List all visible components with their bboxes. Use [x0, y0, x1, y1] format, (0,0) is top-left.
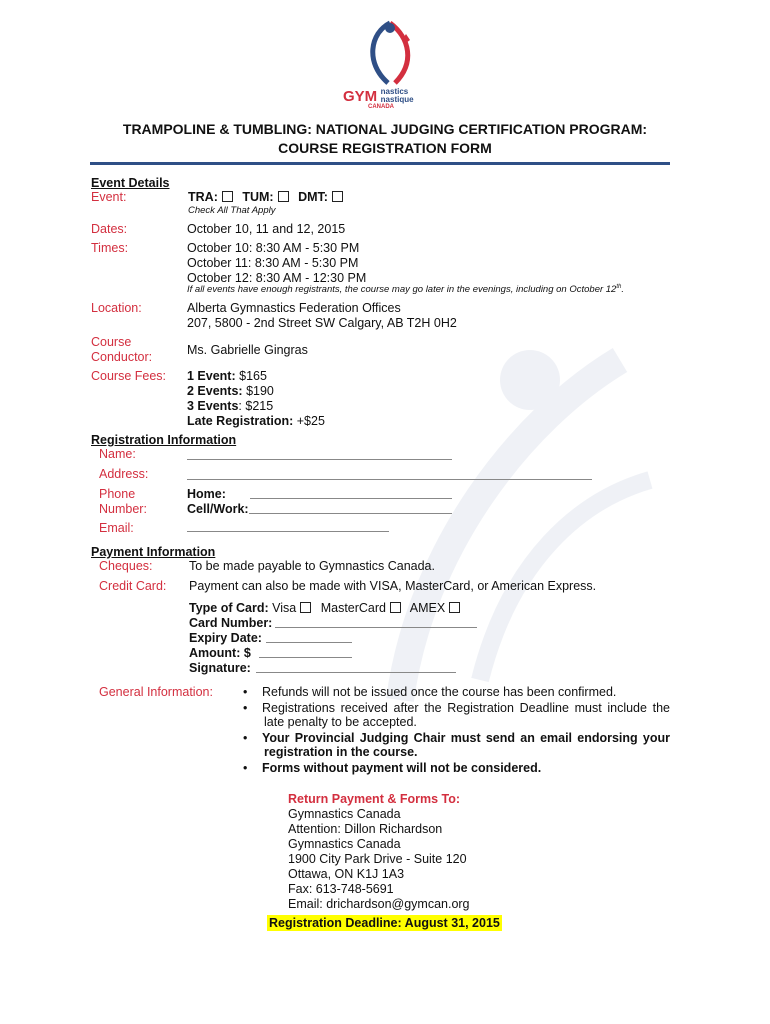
amount-field[interactable] [259, 646, 352, 658]
general-item-2: Registrations received after the Registration Deadline must include the [262, 701, 670, 715]
times-line-2: October 11: 8:30 AM - 5:30 PM [187, 256, 359, 270]
cheques-value: To be made payable to Gymnastics Canada. [189, 559, 435, 573]
fees-list [187, 369, 325, 429]
tra-checkbox[interactable] [222, 191, 233, 202]
bullet: • [243, 761, 248, 775]
card-number-label: Card Number: [189, 616, 273, 630]
credit-value: Payment can also be made with VISA, MasterCard, or American Express. [189, 579, 597, 593]
location-line-2: 207, 5800 - 2nd Street SW Calgary, AB T2H 0H2 [187, 316, 457, 330]
times-note-sup: th [616, 284, 622, 290]
return-line: 1900 City Park Drive - Suite 120 [288, 852, 467, 866]
visa-label: Visa [272, 601, 297, 615]
expiry-label: Expiry Date: [189, 631, 262, 645]
event-label: Event: [91, 190, 127, 204]
return-line: Fax: 613-748-5691 [288, 882, 394, 896]
check-note: Check All That Apply [188, 205, 276, 216]
conductor-value: Ms. Gabrielle Gingras [187, 343, 308, 357]
conductor-label-2: Conductor: [91, 350, 153, 364]
mastercard-checkbox[interactable] [390, 602, 401, 613]
mastercard-label: MasterCard [320, 601, 386, 615]
title-rule [90, 162, 670, 165]
fee-item-label: 1 Event: [187, 369, 236, 383]
dates-value: October 10, 11 and 12, 2015 [187, 222, 346, 236]
conductor-label-1: Course [91, 335, 132, 349]
general-item-4: Forms without payment will not be considered. [262, 761, 542, 775]
page-title: TRAMPOLINE & TUMBLING: NATIONAL JUDGING CERTIFICATION PROGRAM: [122, 121, 648, 137]
amount-currency: $ [243, 646, 251, 660]
return-line: Ottawa, ON K1J 1A3 [288, 867, 405, 881]
general-item-3: Your Provincial Judging Chair must send an email endorsing your [262, 731, 670, 745]
cell-label: Cell/Work: [187, 502, 249, 516]
expiry-field[interactable] [266, 631, 352, 643]
fee-item [187, 384, 325, 399]
times-note-end: . [621, 284, 624, 296]
name-field[interactable] [187, 448, 452, 460]
return-address [288, 807, 470, 912]
cell-phone-field[interactable] [249, 502, 452, 514]
tra-label: TRA: [188, 190, 218, 204]
times-note-text: If all events have enough registrants, the course may go later in the evenings, including on October 12 [187, 284, 617, 296]
times-line-1: October 10: 8:30 AM - 5:30 PM [187, 241, 360, 255]
bullet: • [243, 731, 248, 745]
bullet: • [243, 701, 248, 715]
logo-brand-main: GYM [343, 88, 378, 105]
location-label: Location: [91, 301, 142, 315]
fee-item-label: 3 Events [187, 399, 239, 413]
signature-field[interactable] [256, 661, 456, 673]
home-phone-field[interactable] [250, 487, 452, 499]
logo [338, 18, 448, 113]
event-checkboxes [188, 190, 349, 204]
card-type-label: Type of Card: [189, 601, 269, 615]
times-note [187, 284, 624, 295]
event-details-heading: Event Details [91, 176, 170, 190]
fee-item-label: 2 Events: [187, 384, 243, 398]
amex-label: AMEX [409, 601, 446, 615]
return-heading: Return Payment & Forms To: [288, 792, 461, 806]
return-line: Gymnastics Canada [288, 807, 401, 821]
address-field[interactable] [187, 468, 592, 480]
amex-checkbox[interactable] [449, 602, 460, 613]
email-field[interactable] [187, 520, 389, 532]
dmt-label: DMT: [298, 190, 328, 204]
fee-item-value: $190 [242, 384, 274, 398]
bullet: • [243, 685, 248, 699]
fee-item [187, 399, 325, 414]
times-line-3: October 12: 8:30 AM - 12:30 PM [187, 271, 367, 285]
general-item-1: Refunds will not be issued once the course has been confirmed. [262, 685, 617, 699]
gymnast-logo-icon [360, 18, 420, 88]
fee-item [187, 369, 325, 384]
general-label: General Information: [99, 685, 213, 699]
fee-item-label: Late Registration: [187, 414, 294, 428]
email-label: Email: [99, 521, 134, 535]
phone-label-2: Number: [99, 502, 147, 516]
times-label: Times: [91, 241, 129, 255]
dates-label: Dates: [91, 222, 128, 236]
fee-item-value: +$25 [293, 414, 325, 428]
card-type-row [189, 601, 466, 615]
card-number-field[interactable] [275, 616, 477, 628]
home-label: Home: [187, 487, 226, 501]
amount-label-text: Amount: [189, 646, 241, 660]
logo-brand-line1: nastics [380, 87, 409, 96]
registration-deadline: Registration Deadline: August 31, 2015 [269, 916, 500, 930]
fee-item-value: $165 [235, 369, 267, 383]
name-label: Name: [99, 447, 136, 461]
general-item-2-cont: late penalty to be accepted. [264, 715, 417, 729]
dmt-checkbox[interactable] [332, 191, 343, 202]
logo-brand-country: CANADA [368, 104, 394, 110]
fee-item-value: : $215 [238, 399, 274, 413]
credit-label: Credit Card: [99, 579, 167, 593]
payment-heading: Payment Information [91, 545, 216, 559]
logo-brand-line2: nastique [380, 95, 414, 104]
tum-label: TUM: [242, 190, 274, 204]
return-line: Gymnastics Canada [288, 837, 401, 851]
address-label: Address: [99, 467, 149, 481]
fee-item [187, 414, 325, 429]
return-line: Attention: Dillon Richardson [288, 822, 443, 836]
page-subtitle: COURSE REGISTRATION FORM [278, 140, 492, 156]
registration-heading: Registration Information [91, 433, 237, 447]
cheques-label: Cheques: [99, 559, 153, 573]
location-line-1: Alberta Gymnastics Federation Offices [187, 301, 401, 315]
general-item-3-cont: registration in the course. [264, 745, 418, 759]
fees-label: Course Fees: [91, 369, 167, 383]
tum-checkbox[interactable] [278, 191, 289, 202]
phone-label-1: Phone [99, 487, 136, 501]
return-line: Email: drichardson@gymcan.org [288, 897, 470, 911]
visa-checkbox[interactable] [300, 602, 311, 613]
amount-label [189, 646, 251, 660]
signature-label: Signature: [189, 661, 251, 675]
